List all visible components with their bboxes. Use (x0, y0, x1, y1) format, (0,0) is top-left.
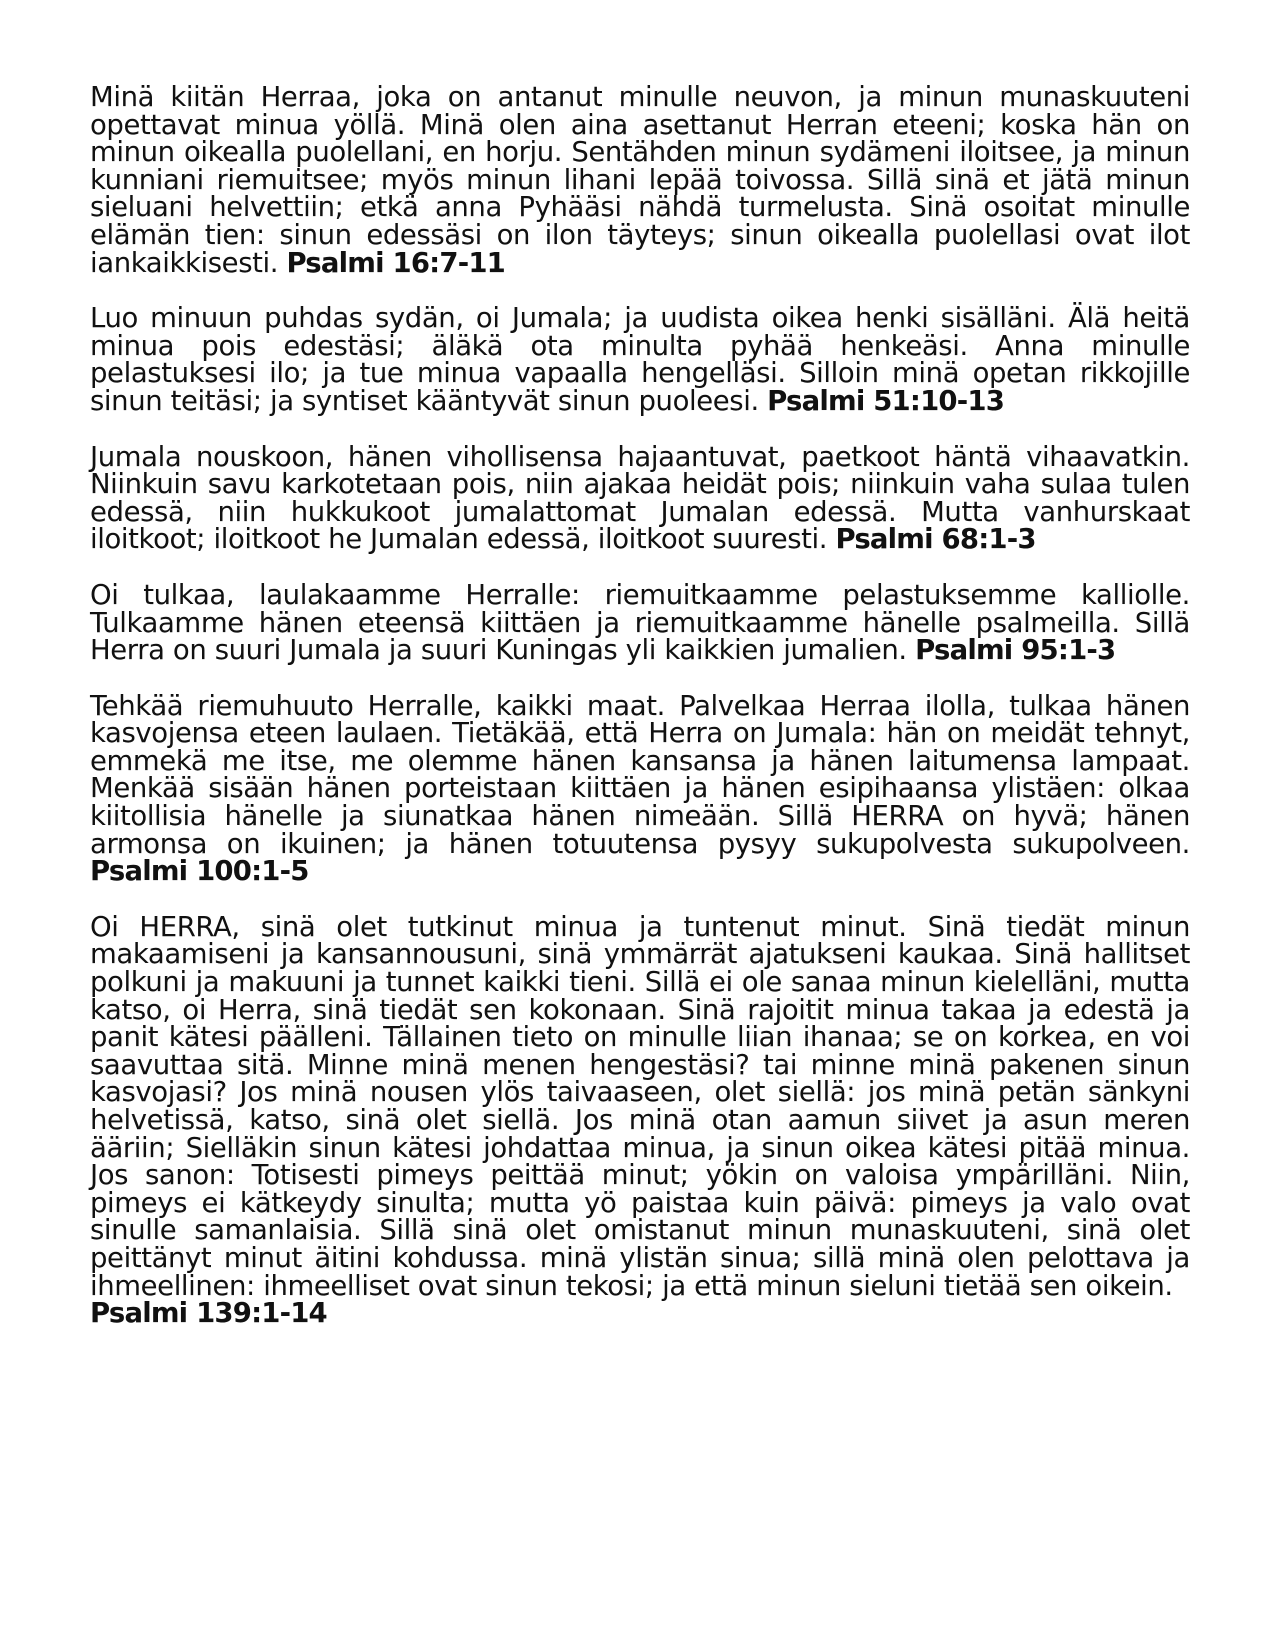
passage-psalm-95 (90, 578, 1190, 667)
passage-text: Oi tulkaa, laulakaamme Herralle: riemuitkaamme pelastuksemme kalliolle. Tulkaamme hänen eteensä kiittäen ja riemuitkaamme hänelle psalmeilla. Sillä Herra on suuri Jumala ja suuri Kuningas yli kaikkien jumalien. (90, 578, 1190, 667)
passage-psalm-16 (90, 81, 1190, 279)
document-page (90, 81, 1190, 1356)
passage-text: Oi HERRA, sinä olet tutkinut minua ja tuntenut minut. Sinä tiedät minun makaamiseni ja kansannousuni, sinä ymmärrät ajatukseni kaukaa. Sinä hallitset polkuni ja makuuni ja tunnet kaikki tieni. Sillä ei ole sanaa minun kielelläni, mutta katso, oi Herra, sinä tiedät sen kokonaan. Sinä rajoitit minua takaa ja edestä ja panit kätesi päälleni. Tällainen tieto on minulle liian ihanaa; se on korkea, en voi saavuttaa sitä. Minne minä menen hengestäsi? tai minne minä pakenen sinun kasvojasi? Jos minä nousen ylös taivaaseen, olet siellä: jos minä petän sänkyni helvetissä, katso, sinä olet siellä. Jos minä otan aamun siivet ja asun meren ääriin; Sielläkin sinun kätesi johdattaa minua, ja sinun oikea kätesi pitää minua. Jos sanon: Totisesti pimeys peittää minut; yökin on valoisa ympärilläni. Niin, pimeys ei kätkeydy sinulta; mutta yö paistaa kuin päivä: pimeys ja valo ovat sinulle samanlaisia. Sillä sinä olet omistanut minun munaskuuteni, sinä olet peittänyt minut äitini kohdussa. minä ylistän sinua; sillä minä olen pelottava ja ihmeellinen: ihmeelliset ovat sinun tekosi; ja että minun sieluni tietää sen oikein. (90, 910, 1190, 1302)
scripture-reference: Psalmi 16:7-11 (286, 246, 505, 279)
passage-psalm-51 (90, 302, 1190, 417)
passage-text: Jumala nouskoon, hänen vihollisensa hajaantuvat, paetkoot häntä vihaavatkin. Niinkuin savu karkotetaan pois, niin ajakaa heidät pois; niinkuin vaha sulaa tulen edessä, niin hukkukoot jumalattomat Jumalan edessä. Mutta vanhurskaat iloitkoot; iloitkoot he Jumalan edessä, iloitkoot suuresti. (90, 440, 1190, 556)
passage-text: Luo minuun puhdas sydän, oi Jumala; ja uudista oikea henki sisälläni. Älä heitä minua pois edestäsi; äläkä ota minulta pyhää henkeäsi. Anna minulle pelastuksesi ilo; ja tue minua vapaalla hengelläsi. Silloin minä opetan rikkojille sinun teitäsi; ja syntiset kääntyvät sinun puoleesi. (90, 302, 1190, 417)
scripture-reference: Psalmi 95:1-3 (915, 634, 1116, 667)
scripture-reference: Psalmi 100:1-5 (90, 855, 309, 888)
passage-psalm-68 (90, 440, 1190, 556)
scripture-reference: Psalmi 68:1-3 (835, 523, 1036, 556)
scripture-reference: Psalmi 51:10-13 (767, 384, 1005, 417)
passage-text: Tehkää riemuhuuto Herralle, kaikki maat. Palvelkaa Herraa ilolla, tulkaa hänen kasvojensa eteen laulaen. Tietäkää, että Herra on Jumala: hän on meidät tehnyt, emmekä me itse, me olemme hänen kansansa ja hänen laitumensa lampaat. Menkää sisään hänen porteistaan kiittäen ja hänen esipihaansa ylistäen: olkaa kiitollisia hänelle ja siunatkaa hänen nimeään. Sillä HERRA on hyvä; hänen armonsa on ikuinen; ja hänen totuutensa pysyy sukupolvesta sukupolveen. (90, 689, 1190, 860)
passage-text: Minä kiitän Herraa, joka on antanut minulle neuvon, ja minun munaskuuteni opettavat minua yöllä. Minä olen aina asettanut Herran eteeni; koska hän on minun oikealla puolellani, en horju. Sentähden minun sydämeni iloitsee, ja minun kunniani riemuitsee; myös minun lihani lepää toivossa. Sillä sinä et jätä minun sieluani helvettiin; etkä anna Pyhääsi nähdä turmelusta. Sinä osoitat minulle elämän tien: sinun edessäsi on ilon täyteys; sinun oikealla puolellasi ovat ilot iankaikkisesti. (90, 81, 1190, 279)
passage-psalm-139 (90, 910, 1190, 1330)
passage-psalm-100 (90, 689, 1190, 888)
scripture-reference: Psalmi 139:1-14 (90, 1297, 327, 1330)
